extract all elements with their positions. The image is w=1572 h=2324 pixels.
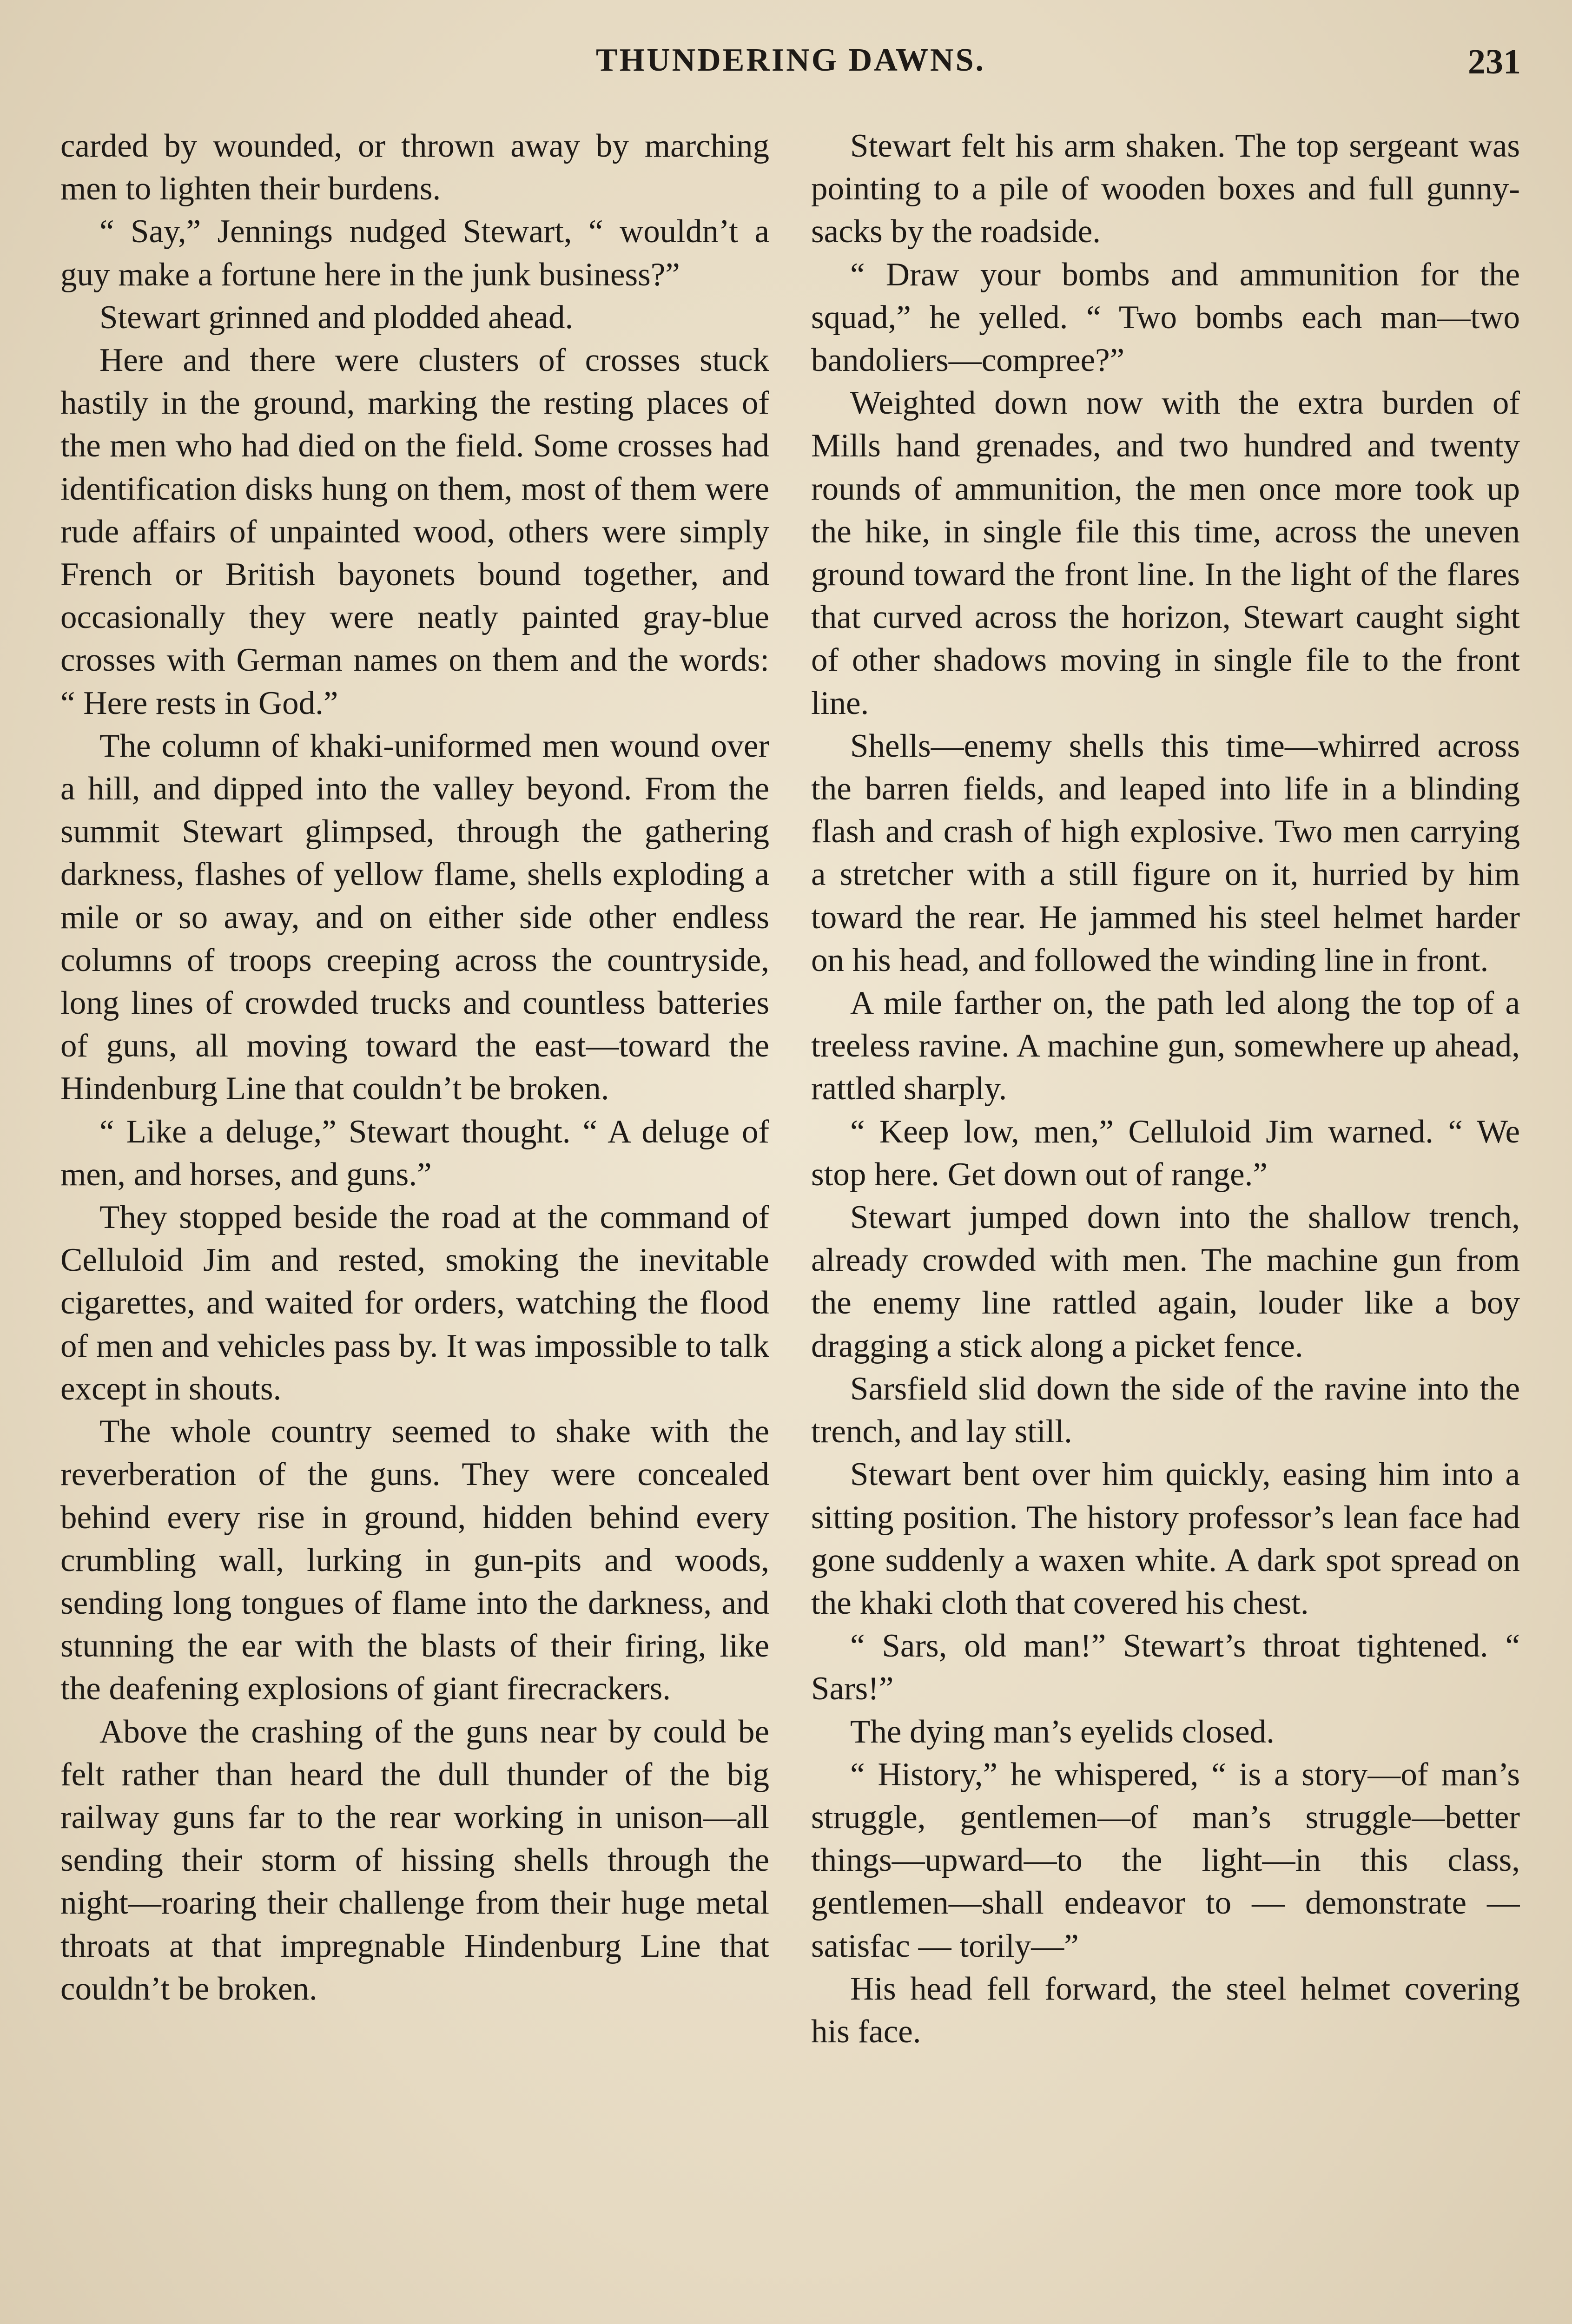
running-title: THUNDERING DAWNS. xyxy=(595,42,986,78)
paragraph: Stewart grinned and plodded ahead. xyxy=(99,299,574,336)
paragraph: Stewart felt his arm shaken. The top sergeant was pointing to a pile of wooden boxes and full gunny-sacks by the roadside. xyxy=(811,128,1520,250)
paragraph: His head fell forward, the steel helmet covering his face. xyxy=(811,1970,1520,2050)
paragraph: Here and there were clusters of crosses stuck hastily in the ground, marking the resting places of the men who had died on the field. Some crosses had identification disks hung on them, most of them were rude affairs of unpainted wood, others were simply French or British bayonets bound together, and occasionally they were neatly painted gray-blue crosses with German names on them and the words: “ Here rests in God.” xyxy=(60,342,769,721)
paragraph: Above the crashing of the guns near by could be felt rather than heard the dull thunder of the big railway guns far to the rear working in unison—all sending their storm of hissing shells through the night—roaring their challenge from their huge metal throats at that impregnable Hindenburg Line that couldn’t be broken. xyxy=(60,1713,769,2007)
paragraph: Stewart bent over him quickly, easing him into a sitting position. The history professor’s lean face had gone suddenly a waxen white. A dark spot spread on the khaki cloth that covered his chest. xyxy=(811,1456,1520,1621)
paragraph: “ Keep low, men,” Celluloid Jim warned. “ We stop here. Get down out of range.” xyxy=(811,1113,1520,1193)
paragraph: “ Draw your bombs and ammunition for the squad,” he yelled. “ Two bombs each man—two bandoliers—compree?” xyxy=(811,256,1520,379)
left-column xyxy=(60,125,769,2324)
paragraph: Stewart jumped down into the shallow trench, already crowded with men. The machine gun from the enemy line rattled again, louder like a boy dragging a stick along a picket fence. xyxy=(811,1199,1520,1364)
paragraph: “ History,” he whispered, “ is a story—of man’s struggle, gentlemen—of man’s struggle—better things—upward—to the light—in this class, gentlemen—shall endeavor to — demonstrate — satisfac — torily—” xyxy=(811,1756,1520,1964)
paragraph: “ Sars, old man!” Stewart’s throat tightened. “ Sars!” xyxy=(811,1628,1520,1707)
paragraph: They stopped beside the road at the command of Celluloid Jim and rested, smoking the inevitable cigarettes, and waited for orders, watching the flood of men and vehicles pass by. It was impossible to talk except in shouts. xyxy=(60,1199,769,1407)
text-columns xyxy=(60,125,1520,2324)
right-column xyxy=(811,125,1520,2324)
paragraph: The whole country seemed to shake with the reverberation of the guns. They were concealed behind every rise in ground, hidden behind every crumbling wall, lurking in gun-pits and woods, sending long tongues of flame into the darkness, and stunning the ear with the blasts of their firing, like the deafening explosions of giant firecrackers. xyxy=(60,1413,769,1707)
page-number: 231 xyxy=(1468,42,1521,81)
paragraph: Shells—enemy shells this time—whirred across the barren fields, and leaped into life in a blinding flash and crash of high explosive. Two men carrying a stretcher with a still figure on it, hurried by him toward the rear. He jammed his steel helmet harder on his head, and followed the winding line in front. xyxy=(811,727,1520,978)
paragraph: carded by wounded, or thrown away by marching men to lighten their burdens. xyxy=(60,128,769,207)
paragraph: Weighted down now with the extra burden of Mills hand grenades, and two hundred and twenty rounds of ammunition, the men once more took up the hike, in single file this time, across the uneven ground toward the front line. In the light of the flares that curved across the horizon, Stewart caught sight of other shadows moving in single file to the front line. xyxy=(811,385,1520,721)
paragraph: The column of khaki-uniformed men wound over a hill, and dipped into the valley beyond. From the summit Stewart glimpsed, through the gathering darkness, flashes of yellow flame, shells exploding a mile or so away, and on either side other endless columns of troops creeping across the countryside, long lines of crowded trucks and countless batteries of guns, all moving toward the east—toward the Hindenburg Line that couldn’t be broken. xyxy=(60,727,769,1107)
paragraph: “ Like a deluge,” Stewart thought. “ A deluge of men, and horses, and guns.” xyxy=(60,1113,769,1193)
paragraph: A mile farther on, the path led along the top of a treeless ravine. A machine gun, somewhere up ahead, rattled sharply. xyxy=(811,985,1520,1107)
paragraph: “ Say,” Jennings nudged Stewart, “ wouldn’t a guy make a fortune here in the junk business?” xyxy=(60,213,769,293)
paragraph: Sarsfield slid down the side of the ravine into the trench, and lay still. xyxy=(811,1370,1520,1450)
page-header xyxy=(60,42,1521,98)
paragraph: The dying man’s eyelids closed. xyxy=(850,1713,1275,1750)
